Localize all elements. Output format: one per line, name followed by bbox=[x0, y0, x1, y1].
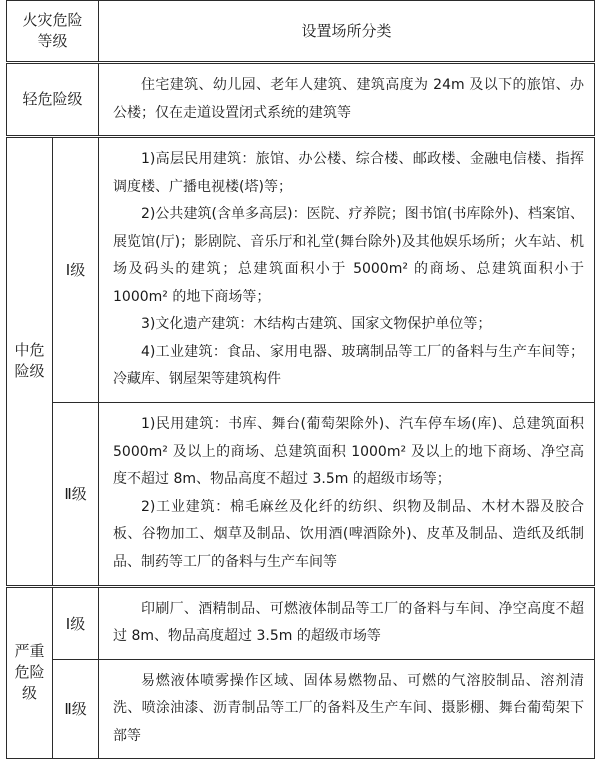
list-item: 2)工业建筑：棉毛麻丝及化纤的纺织、织物及制品、木材木器及胶合板、谷物加工、烟草及制品、饮用酒(啤酒除外)、皮革及制品、造纸及纸制品、制药等工厂的备料与生产车间等 bbox=[113, 498, 584, 570]
list-item: 2)公共建筑(含单多高层)：医院、疗养院；图书馆(书库除外)、档案馆、展览馆(厅)；影剧院、音乐厅和礼堂(舞台除外)及其他娱乐场所；火车站、机场及码头的建筑；总建筑面积小于 5000m² 的商场、总建筑面积小于 1000m² 的地下商场等； bbox=[113, 206, 584, 305]
grade-medium-1: Ⅰ级 bbox=[53, 137, 99, 403]
level-light: 轻危险级 bbox=[7, 63, 99, 137]
fire-hazard-classification-table bbox=[6, 0, 595, 759]
places-severe-2-text: 易燃液体喷雾操作区域、固体易燃物品、可燃的气溶胶制品、溶剂清洗、喷涂油漆、沥青制品等工厂的备料及生产车间、摄影棚、舞台葡萄架下部等 bbox=[113, 672, 584, 744]
level-severe bbox=[7, 586, 53, 759]
table-row-severe-1 bbox=[7, 586, 595, 659]
list-item: 4)工业建筑：食品、家用电器、玻璃制品等工厂的备料与生产车间等；冷藏库、钢屋架等建筑构件 bbox=[113, 343, 584, 387]
level-severe-line3: 级 bbox=[21, 684, 37, 703]
level-severe-line1: 严重 bbox=[14, 642, 45, 661]
table-row-light bbox=[7, 63, 595, 137]
places-light bbox=[99, 63, 595, 137]
places-severe-1-text: 印刷厂、酒精制品、可燃液体制品等工厂的备料与车间、净空高度不超过 8m、物品高度超过 3.5m 的超级市场等 bbox=[113, 600, 584, 644]
places-medium-2 bbox=[99, 402, 595, 586]
level-medium bbox=[7, 137, 53, 587]
header-hazard-line2: 等级 bbox=[37, 32, 68, 50]
table-row-medium-2 bbox=[7, 402, 595, 586]
list-item: 3)文化遗产建筑：木结构古建筑、国家文物保护单位等； bbox=[141, 316, 492, 332]
grade-severe-2: Ⅱ级 bbox=[53, 659, 99, 759]
table-row-medium-1 bbox=[7, 137, 595, 403]
table-row-severe-2 bbox=[7, 659, 595, 759]
level-severe-line2: 危险 bbox=[14, 663, 45, 682]
grade-medium-2: Ⅱ级 bbox=[53, 402, 99, 586]
header-place-category: 设置场所分类 bbox=[99, 1, 595, 63]
level-medium-line1: 中危 bbox=[14, 341, 45, 360]
level-medium-line2: 险级 bbox=[14, 362, 45, 381]
list-item: 1)高层民用建筑：旅馆、办公楼、综合楼、邮政楼、金融电信楼、指挥调度楼、广播电视楼(塔)等； bbox=[113, 151, 584, 195]
header-hazard-line1: 火灾危险 bbox=[22, 11, 83, 29]
list-item: 1)民用建筑：书库、舞台(葡萄架除外)、汽车停车场(库)、总建筑面积 5000m² 及以上的商场、总建筑面积 1000m² 及以上的地下商场、净空高度不超过 8m、物品高度不超过 3.5m 的超级市场等； bbox=[113, 416, 584, 487]
places-light-text: 住宅建筑、幼儿园、老年人建筑、建筑高度为 24m 及以下的旅馆、办公楼；仅在走道设置闭式系统的建筑等 bbox=[113, 77, 584, 121]
grade-severe-1: Ⅰ级 bbox=[53, 586, 99, 659]
places-severe-1 bbox=[99, 586, 595, 659]
header-hazard-level bbox=[7, 1, 99, 63]
places-medium-1 bbox=[99, 137, 595, 403]
places-severe-2 bbox=[99, 659, 595, 759]
table-header-row bbox=[7, 1, 595, 63]
